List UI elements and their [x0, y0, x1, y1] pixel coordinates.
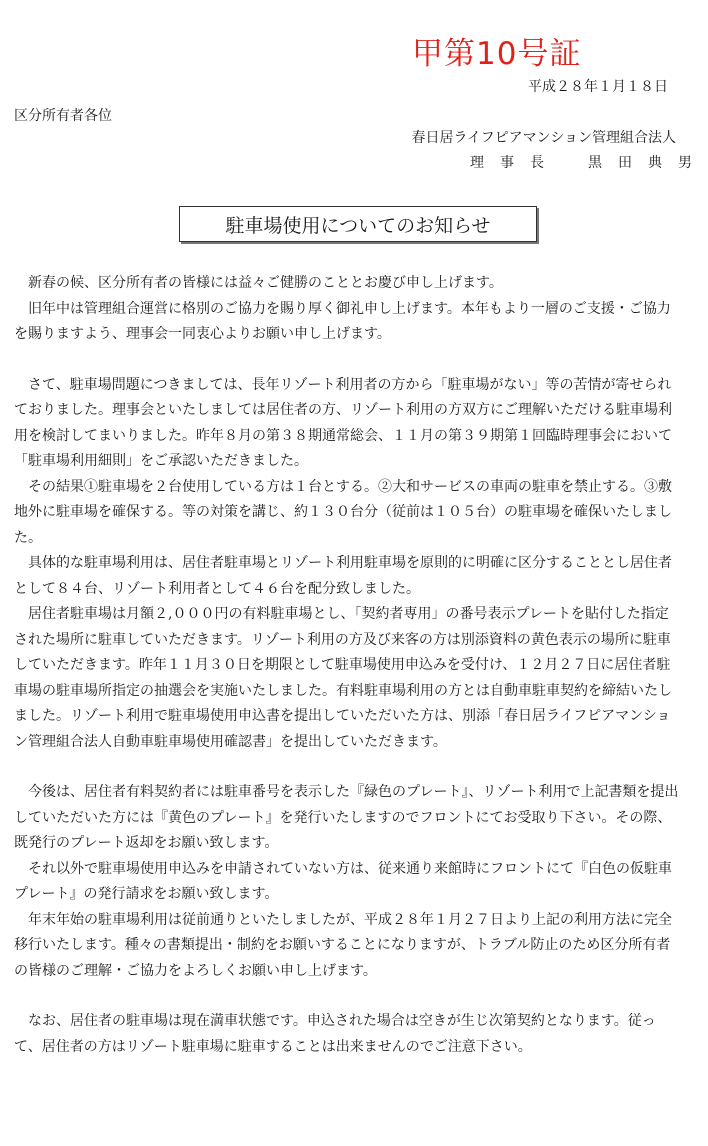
paragraph: 具体的な駐車場利用は、居住者駐車場とリゾート利用駐車場を原則的に明確に区分することとし居住者として８４台、リゾート利用者として４６台を配分致しました。 [14, 555, 672, 597]
sender-signature [470, 152, 708, 172]
document-body [14, 271, 680, 1060]
paragraph: その結果①駐車場を２台使用している方は１台とする。②大和サービスの車両の駐車を禁止する。③敷地外に駐車場を確保する。等の対策を講じ、約１３０台分（従前は１０５台）の駐車場を確保いたしました。 [14, 478, 672, 546]
sender-organization: 春日居ライフピアマンション管理組合法人 [411, 130, 676, 146]
exhibit-label: 甲第10号証 [412, 36, 582, 72]
document-title: 駐車場使用についてのお知らせ [179, 206, 537, 242]
document-date: 平成２８年１月１８日 [528, 79, 668, 95]
paragraph: 新春の候、区分所有者の皆様には益々ご健勝のこととお慶び申し上げます。 [28, 275, 503, 291]
sender-title: 理事長 [470, 155, 560, 171]
paragraph: それ以外で駐車場使用申込みを申請されていない方は、従来通り来館時にフロントにて『白色の仮駐車プレート』の発行請求をお願い致します。 [14, 860, 672, 902]
paragraph: 旧年中は管理組合運営に格別のご協力を賜り厚く御礼申し上げます。本年もより一層のご支援・ご協力を賜りますよう、理事会一同衷心よりお願い申し上げます。 [14, 300, 671, 342]
paragraph: なお、居住者の駐車場は現在満車状態です。申込された場合は空きが生じ次第契約となります。従って、居住者の方はリゾート駐車場に駐車することは出来ませんのでご注意下さい。 [14, 1013, 656, 1055]
paragraph: 今後は、居住者有料契約者には駐車番号を表示した『緑色のプレート』、リゾート利用で上記書類を提出していただいた方には『黄色のプレート』を発行いたしますのでフロントにてお受取り下さい。その際、既発行のプレート返却をお願い致します。 [14, 784, 679, 851]
sender-name: 黒田典男 [588, 155, 708, 171]
paragraph: 年末年始の駐車場利用は従前通りといたしましたが、平成２８年１月２７日より上記の利用方法に完全移行いたします。種々の書類提出・制約をお願いすることになりますが、トラブル防止のため区分所有者の皆様のご理解・ご協力をよろしくお願い申し上げます。 [14, 911, 672, 979]
addressee: 区分所有者各位 [14, 108, 112, 124]
paragraph: 居住者駐車場は月額２,０００円の有料駐車場とし、「契約者専用」の番号表示プレートを貼付した指定された場所に駐車していただきます。リゾート利用の方及び来客の方は別添資料の黄色表示の場所に駐車していただきます。昨年１１月３０日を期限として駐車場使用申込みを受付け、１２月２７日に居住者駐車場の駐車場所指定の抽選会を実施いたしました。有料駐車場利用の方とは自動車駐車契約を締結いたしました。リゾート利用で駐車場使用申込書を提出していただいた方は、別添「春日居ライフピアマンション管理組合法人自動車駐車場使用確認書」を提出していただきます。 [14, 606, 672, 750]
paragraph: さて、駐車場問題につきましては、長年リゾート利用者の方から「駐車場がない」等の苦情が寄せられておりました。理事会といたしましては居住者の方、リゾート利用の方双方にご理解いただける駐車場利用を検討してまいりました。昨年８月の第３８期通常総会、１１月の第３９期第１回臨時理事会において「駐車場利用細則」をご承認いただきました。 [14, 376, 672, 469]
